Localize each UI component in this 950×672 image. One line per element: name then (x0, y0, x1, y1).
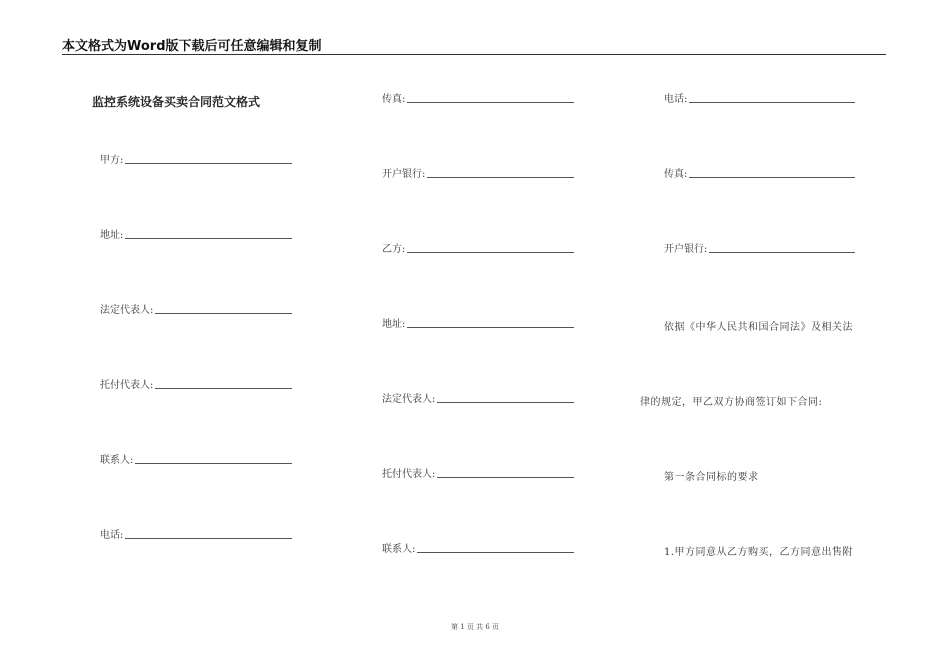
fill-in-line[interactable] (135, 462, 292, 464)
header-title: 本文格式为Word版下载后可任意编辑和复制 (62, 39, 322, 54)
party-a-agent-field (100, 378, 292, 392)
document-title: 监控系统设备买卖合同范文格式 (92, 95, 261, 109)
party-a-fax-field (382, 92, 574, 106)
party-b-address-field (382, 317, 574, 331)
field-label: 托付代表人: (382, 469, 436, 480)
fill-in-line[interactable] (125, 237, 292, 239)
field-label: 地址: (100, 230, 124, 241)
clause-heading: 第一条合同标的要求 (664, 472, 759, 483)
fill-in-line[interactable] (407, 326, 574, 328)
fill-in-line[interactable] (437, 476, 574, 478)
fill-in-line[interactable] (689, 101, 855, 103)
field-label: 联系人: (100, 455, 134, 466)
field-label: 电话: (664, 94, 688, 105)
contract-paragraph: 律的规定，甲乙双方协商签订如下合同: (640, 397, 823, 408)
fill-in-line[interactable] (155, 312, 292, 314)
field-label: 法定代表人: (382, 394, 436, 405)
fill-in-line[interactable] (689, 176, 855, 178)
party-a-bank-field (382, 167, 574, 181)
field-label: 开户银行: (664, 244, 708, 255)
field-label: 传真: (382, 94, 406, 105)
field-label: 托付代表人: (100, 380, 154, 391)
fill-in-line[interactable] (125, 537, 292, 539)
field-label: 乙方: (382, 244, 406, 255)
fill-in-line[interactable] (709, 251, 855, 253)
field-label: 电话: (100, 530, 124, 541)
field-label: 地址: (382, 319, 406, 330)
party-a-address-field (100, 228, 292, 242)
party-a-contact-field (100, 453, 292, 467)
fill-in-line[interactable] (407, 251, 574, 253)
page-footer: 第 1 页 共 6 页 (450, 623, 500, 631)
page-header (62, 34, 886, 55)
fill-in-line[interactable] (427, 176, 574, 178)
party-b-bank-field (664, 242, 855, 256)
party-b-legal-rep-field (382, 392, 574, 406)
party-a-phone-field (100, 528, 292, 542)
party-a-field (100, 153, 292, 167)
party-a-legal-rep-field (100, 303, 292, 317)
party-b-contact-field (382, 542, 574, 556)
party-b-phone-field (664, 92, 855, 106)
field-label: 甲方: (100, 155, 124, 166)
fill-in-line[interactable] (407, 101, 574, 103)
field-label: 联系人: (382, 544, 416, 555)
contract-paragraph: 依据《中华人民共和国合同法》及相关法 (664, 322, 853, 333)
party-b-fax-field (664, 167, 855, 181)
field-label: 传真: (664, 169, 688, 180)
fill-in-line[interactable] (417, 551, 574, 553)
fill-in-line[interactable] (155, 387, 292, 389)
party-b-agent-field (382, 467, 574, 481)
fill-in-line[interactable] (125, 162, 292, 164)
field-label: 开户银行: (382, 169, 426, 180)
contract-paragraph: 1.甲方同意从乙方购买，乙方同意出售附 (664, 547, 854, 558)
party-b-field (382, 242, 574, 256)
fill-in-line[interactable] (437, 401, 574, 403)
field-label: 法定代表人: (100, 305, 154, 316)
